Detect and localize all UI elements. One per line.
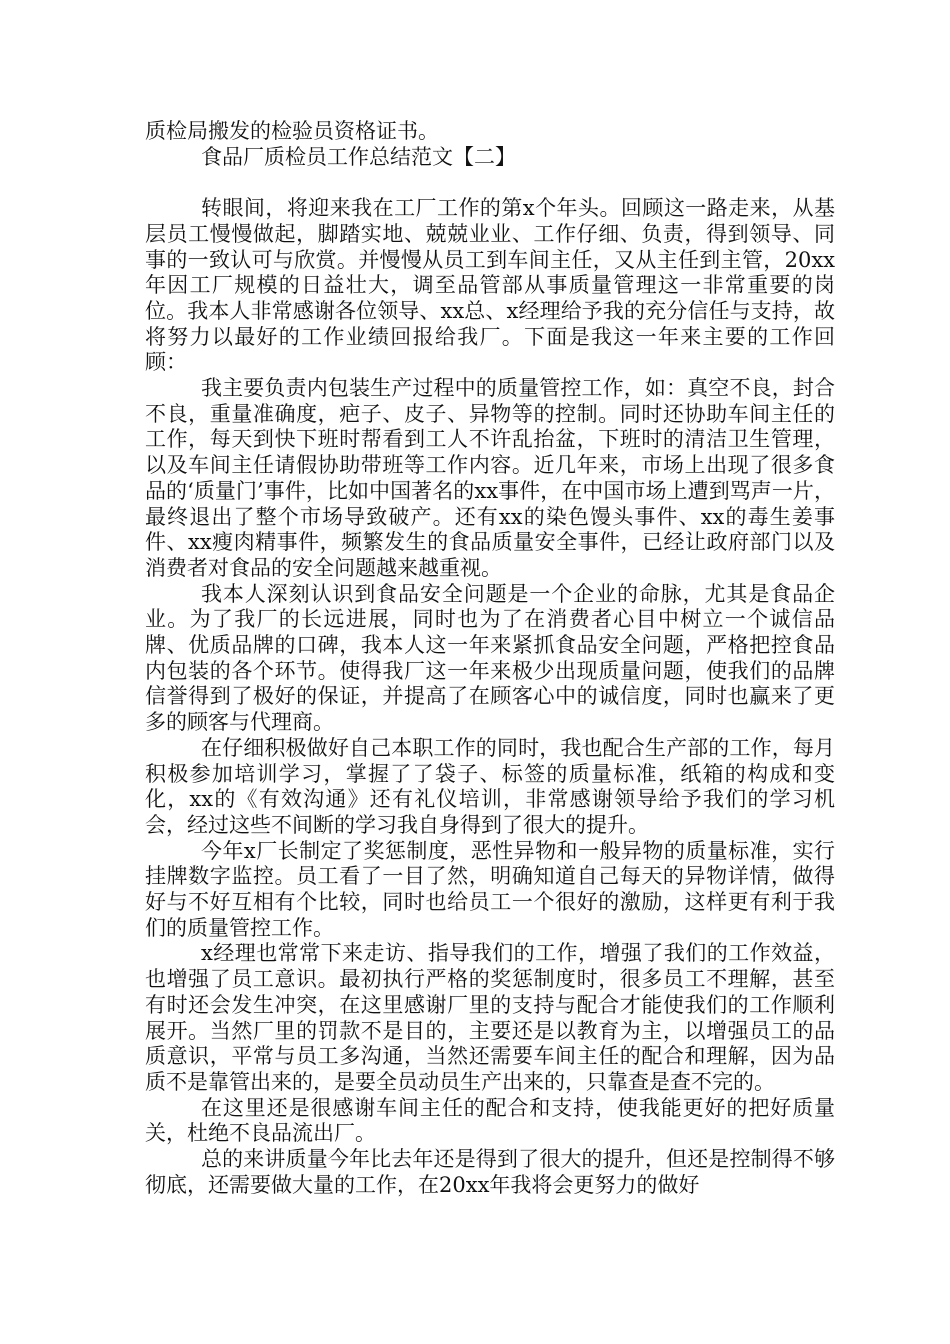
paragraph: 今年x厂长制定了奖惩制度，恶性异物和一般异物的质量标准，实行挂牌数字监控。员工看了一目了然，明确知道自己每天的异物详情，做得好与不好互相有个比较，同时也给员工一个很好的激励，这样更有利于我们的质量管控工作。	[145, 838, 835, 940]
paragraph: 我本人深刻认识到食品安全问题是一个企业的命脉，尤其是食品企业。为了我厂的长远进展，同时也为了在消费者心目中树立一个诚信品牌、优质品牌的口碑，我本人这一年来紧抓食品安全问题，严格把控食品内包装的各个环节。使得我厂这一年来极少出现质量问题，使我们的品牌信誉得到了极好的保证，并提高了在顾客心中的诚信度，同时也赢来了更多的顾客与代理商。	[145, 581, 835, 735]
paragraph: 转眼间，将迎来我在工厂工作的第x个年头。回顾这一路走来，从基层员工慢慢做起，脚踏实地、兢兢业业、工作仔细、负责，得到领导、同事的一致认可与欣赏。并慢慢从员工到车间主任，又从主任到主管，20xx年因工厂规模的日益壮大，调至品管部从事质量管理这一非常重要的岗位。我本人非常感谢各位领导、xx总、x经理给予我的充分信任与支持，故将努力以最好的工作业绩回报给我厂。下面是我这一年来主要的工作回顾：	[145, 196, 835, 375]
leading-line: 质检局搬发的检验员资格证书。	[145, 119, 439, 143]
section-title: 食品厂质检员工作总结范文【二】	[201, 144, 516, 169]
blank-line	[145, 170, 835, 196]
paragraph: 总的来讲质量今年比去年还是得到了很大的提升，但还是控制得不够彻底，还需要做大量的工作，在20xx年我将会更努力的做好	[145, 1147, 835, 1197]
document-body	[145, 119, 835, 1199]
paragraph: 在这里还是很感谢车间主任的配合和支持，使我能更好的把好质量关，杜绝不良品流出厂。	[145, 1095, 835, 1146]
paragraph: x经理也常常下来走访、指导我们的工作，增强了我们的工作效益，也增强了员工意识。最初执行严格的奖惩制度时，很多员工不理解，甚至有时还会发生冲突，在这里感谢厂里的支持与配合才能使我们的工作顺利展开。当然厂里的罚款不是目的，主要还是以教育为主，以增强员工的品质意识，平常与员工多沟通，当然还需要车间主任的配合和理解，因为品质不是靠管出来的，是要全员动员生产出来的，只靠查是查不完的。	[145, 941, 835, 1094]
paragraph: 我主要负责内包装生产过程中的质量管控工作，如：真空不良，封合不良，重量准确度，疤子、皮子、异物等的控制。同时还协助车间主任的工作，每天到快下班时帮看到工人不许乱抬盆，下班时的清洁卫生管理，以及车间主任请假协助带班等工作内容。近几年来，市场上出现了很多食品的‘质量门’事件，比如中国著名的xx事件，在中国市场上遭到骂声一片，最终退出了整个市场导致破产。还有xx的染色馒头事件、xx的毒生姜事件、xx瘦肉精事件，频繁发生的食品质量安全事件，已经让政府部门以及消费者对食品的安全问题越来越重视。	[145, 376, 835, 580]
paragraph: 在仔细积极做好自己本职工作的同时，我也配合生产部的工作，每月积极参加培训学习，掌握了了袋子、标签的质量标准，纸箱的构成和变化，xx的《有效沟通》还有礼仪培训，非常感谢领导给予我们的学习机会，经过这些不间断的学习我自身得到了很大的提升。	[145, 735, 835, 837]
